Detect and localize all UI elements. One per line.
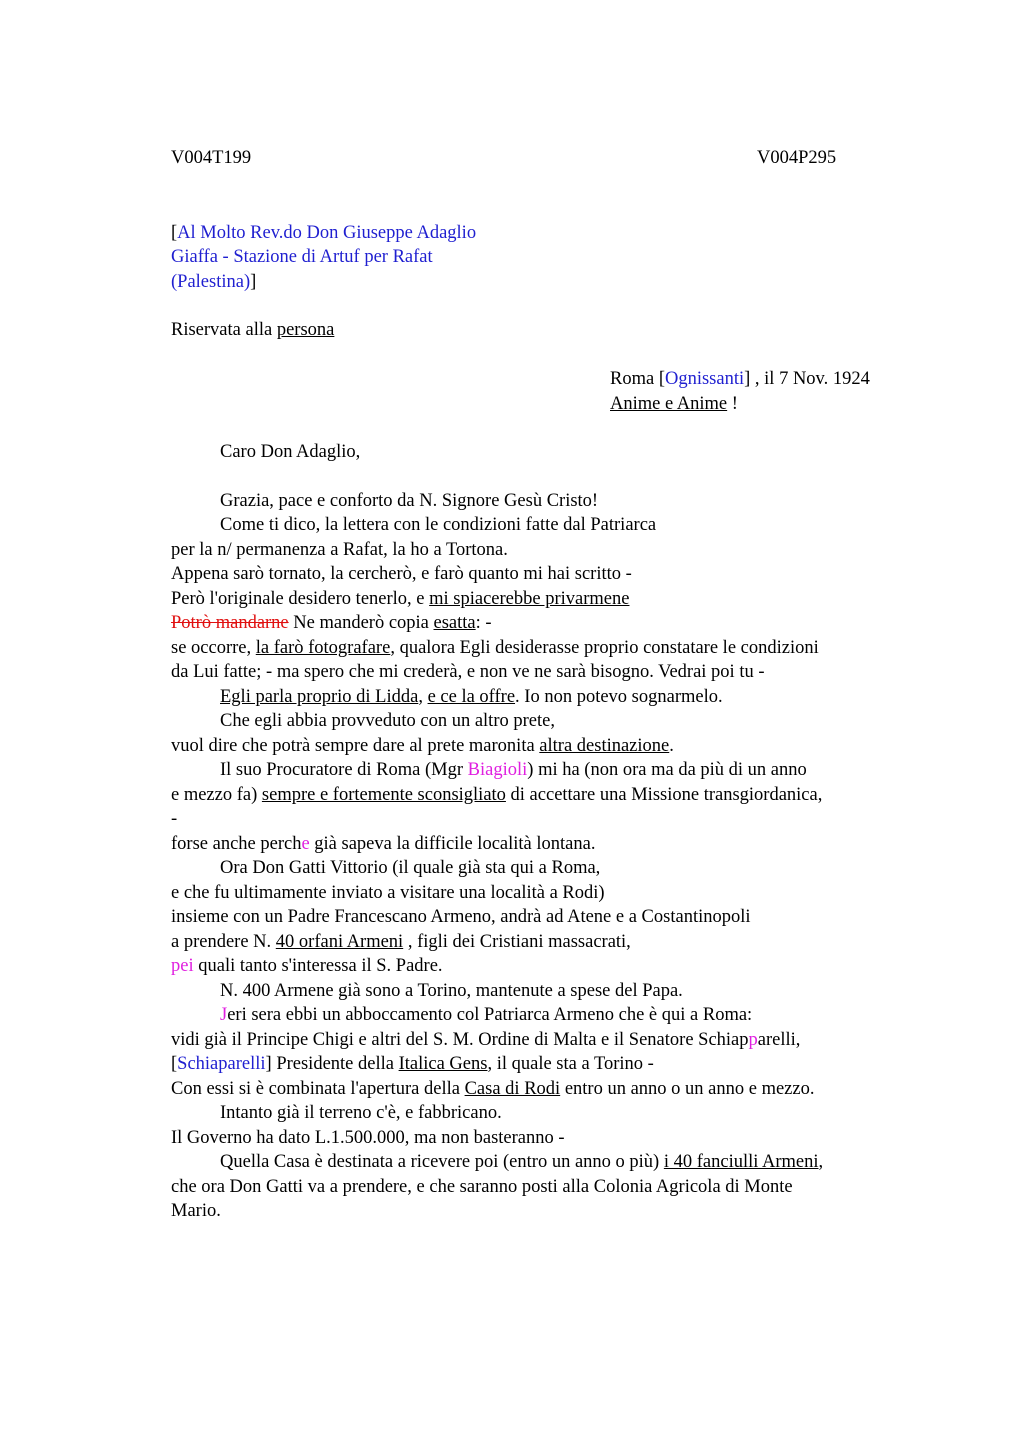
body-line: per la n/ permanenza a Rafat, la ho a Tortona. — [171, 540, 508, 560]
document-code-right: V004P295 — [757, 148, 837, 168]
body-line: se occorre, la farò fotografare, qualora Egli desiderasse proprio constatare le condizioni — [171, 638, 819, 658]
address-line-3: (Palestina)] — [171, 272, 257, 292]
address-line-1: [Al Molto Rev.do Don Giuseppe Adaglio — [171, 223, 477, 243]
dateline: Roma [Ognissanti] , il 7 Nov. 1924 — [610, 369, 870, 389]
address-line-2: Giaffa - Stazione di Artuf per Rafat — [171, 247, 433, 267]
motto: Anime e Anime ! — [610, 394, 738, 414]
body-line: vuol dire che potrà sempre dare al prete maronita altra destinazione. — [171, 736, 674, 756]
reserved-note: Riservata alla persona — [171, 320, 335, 340]
body-line: Potrò mandarne Ne manderò copia esatta: - — [171, 613, 492, 633]
body-line: da Lui fatte; - ma spero che mi crederà, e non ve ne sarà bisogno. Vedrai poi tu - — [171, 662, 765, 682]
body-line: [Schiaparelli] Presidente della Italica Gens, il quale sta a Torino - — [171, 1054, 654, 1074]
body-line: Il suo Procuratore di Roma (Mgr Biagioli) mi ha (non ora ma da più di un anno — [220, 760, 807, 780]
body-line: Però l'originale desidero tenerlo, e mi spiacerebbe privarmene — [171, 589, 630, 609]
body-line: Mario. — [171, 1201, 221, 1221]
body-line: Con essi si è combinata l'apertura della Casa di Rodi entro un anno o un anno e mezzo. — [171, 1079, 815, 1099]
body-line: Intanto già il terreno c'è, e fabbricano. — [220, 1103, 502, 1123]
body-line: vidi già il Principe Chigi e altri del S. M. Ordine di Malta e il Senatore Schiapparelli, — [171, 1030, 801, 1050]
body-line: pei quali tanto s'interessa il S. Padre. — [171, 956, 443, 976]
body-line: N. 400 Armene già sono a Torino, mantenute a spese del Papa. — [220, 981, 683, 1001]
body-line: Come ti dico, la lettera con le condizioni fatte dal Patriarca — [220, 515, 657, 535]
body-line: Che egli abbia provveduto con un altro prete, — [220, 711, 555, 731]
body-line: Grazia, pace e conforto da N. Signore Gesù Cristo! — [220, 491, 599, 511]
body-line: Quella Casa è destinata a ricevere poi (entro un anno o più) i 40 fanciulli Armeni, — [220, 1152, 824, 1172]
body-line: a prendere N. 40 orfani Armeni , figli dei Cristiani massacrati, — [171, 932, 631, 952]
body-line: Jeri sera ebbi un abboccamento col Patriarca Armeno che è qui a Roma: — [220, 1005, 753, 1025]
body-line: Appena sarò tornato, la cercherò, e farò quanto mi hai scritto - — [171, 564, 632, 584]
body-line: - — [171, 809, 178, 829]
body-line: Il Governo ha dato L.1.500.000, ma non basteranno - — [171, 1128, 565, 1148]
salutation: Caro Don Adaglio, — [220, 442, 361, 462]
document-code-left: V004T199 — [171, 148, 252, 168]
body-line: forse anche perche già sapeva la difficile località lontana. — [171, 834, 596, 854]
body-line: insieme con un Padre Francescano Armeno, andrà ad Atene e a Costantinopoli — [171, 907, 751, 927]
body-line: che ora Don Gatti va a prendere, e che saranno posti alla Colonia Agricola di Monte — [171, 1177, 793, 1197]
deleted-text: Potrò mandarne — [171, 613, 289, 633]
body-line: e che fu ultimamente inviato a visitare una località a Rodi) — [171, 883, 605, 903]
body-line: e mezzo fa) sempre e fortemente sconsigliato di accettare una Missione transgiordanica, — [171, 785, 823, 805]
body-line: Egli parla proprio di Lidda, e ce la offre. Io non potevo sognarmelo. — [220, 687, 723, 707]
body-line: Ora Don Gatti Vittorio (il quale già sta qui a Roma, — [220, 858, 601, 878]
